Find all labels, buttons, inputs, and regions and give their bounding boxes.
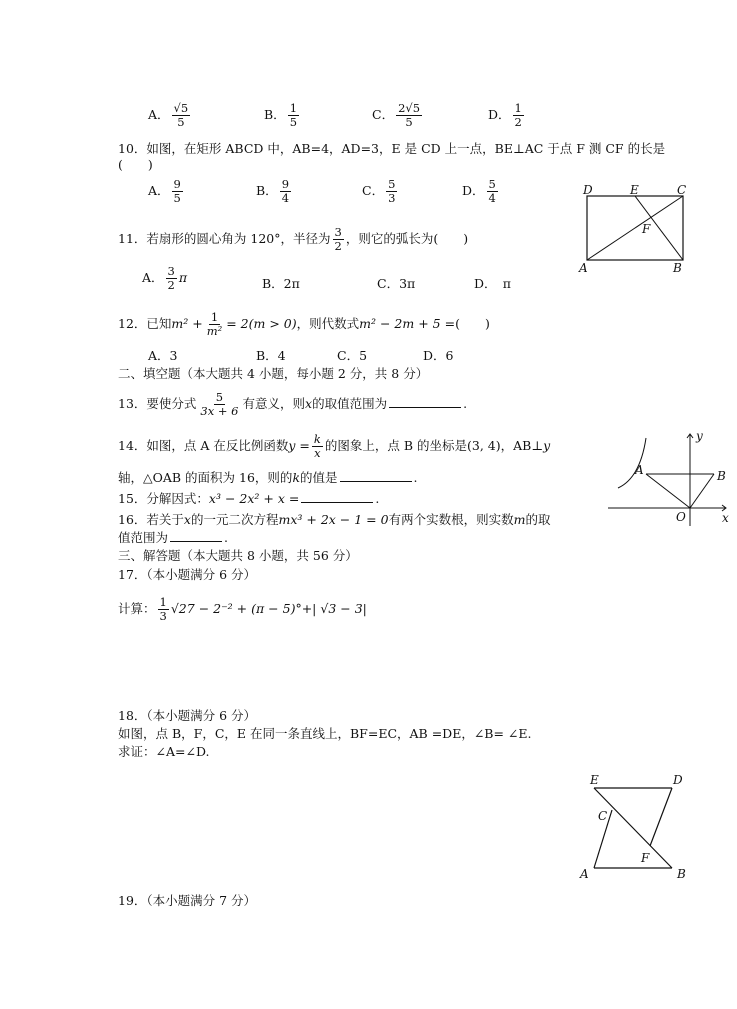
- q9-option-c: C． $\frac{2√5}{5}$: [372, 101, 421, 129]
- q10-option-a: A． $\frac{9}{5}$: [148, 177, 181, 205]
- q9-option-b: B． $\frac{1}{5}$: [264, 101, 298, 129]
- q12-option-b: B．4: [256, 348, 286, 363]
- q19-title: 19．（本小题满分 7 分）: [118, 893, 257, 908]
- q9-option-d: D． $\frac{1}{2}$: [488, 101, 522, 129]
- q10-option-c: C． $\frac{5}{3}$: [362, 177, 396, 205]
- q10-fig-label-a: A: [579, 261, 588, 275]
- q10-fig-label-f: F: [642, 222, 651, 236]
- q18-fig-label-a: A: [580, 867, 589, 881]
- q11-option-b: B．2π: [262, 276, 300, 291]
- q14-answer-blank[interactable]: [340, 470, 412, 482]
- q14-inverse-function-figure: [608, 428, 733, 528]
- q11-option-a: A． $\frac{3}{2}$ π: [142, 264, 188, 292]
- q18-fig-label-b: B: [677, 867, 686, 881]
- q10-rectangle-figure: [576, 180, 696, 280]
- q10-option-b: B． $\frac{9}{4}$: [256, 177, 290, 205]
- q18-line1: 如图，点 B，F，C，E 在同一条直线上，BF=EC，AB =DE，∠B= ∠E.: [118, 726, 532, 741]
- q11-option-c: C．3π: [377, 276, 416, 291]
- q9-option-a: A． $\frac{√5}{5}$: [148, 101, 189, 129]
- q18-fig-label-e: E: [590, 773, 599, 787]
- q13-stem: 13．要使分式 $\frac{5}{3x + 6}$ 有意义，则x的取值范围为 .: [118, 390, 468, 418]
- q16-line1: 16．若关于x的一元二次方程mx³ + 2x − 1 = 0有两个实数根，则实数m的取: [118, 512, 551, 527]
- q11-stem: 11．若扇形的圆心角为 120°，半径为 $\frac{3}{2}$ ，则它的弧长为( ): [118, 225, 469, 253]
- q12-option-c: C．5: [337, 348, 368, 363]
- q10-answer-paren: ( ): [118, 157, 153, 172]
- section-fill-in-heading: 二、填空题（本大题共 4 小题，每小题 2 分，共 8 分）: [118, 366, 429, 381]
- q18-title: 18．（本小题满分 6 分）: [118, 708, 257, 723]
- q18-fig-label-d: D: [673, 773, 683, 787]
- q16-line2: 值范围为 .: [118, 530, 228, 545]
- q17-title: 17．（本小题满分 6 分）: [118, 567, 257, 582]
- q14-fig-label-o: O: [676, 510, 686, 524]
- q14-line1: 14．如图，点 A 在反比例函数y = $\frac{k}{x}$ 的图象上，点 B 的坐标是(3, 4)，AB⊥y: [118, 432, 551, 460]
- q17-expression: 计算： $\frac{1}{3}$ √27 − 2⁻² + (π − 5)°+| √3 − 3|: [118, 595, 367, 623]
- q16-answer-blank[interactable]: [170, 530, 222, 542]
- q14-line2: 轴，△OAB 的面积为 16，则的k的值是 .: [118, 470, 418, 485]
- q12-option-a: A．3: [148, 348, 178, 363]
- q10-option-d: D． $\frac{5}{4}$: [462, 177, 496, 205]
- q10-fig-label-b: B: [673, 261, 682, 275]
- q11-option-d: D． π: [474, 276, 511, 291]
- q14-fig-label-y: y: [696, 429, 703, 443]
- q14-fig-label-x: x: [722, 511, 729, 525]
- q18-fig-label-c: C: [598, 809, 608, 823]
- q12-option-d: D．6: [423, 348, 454, 363]
- q15-answer-blank[interactable]: [301, 491, 373, 503]
- q18-triangles-figure: [580, 770, 695, 885]
- q14-fig-label-a: A: [635, 463, 644, 477]
- q10-stem: 10．如图，在矩形 ABCD 中，AB=4，AD=3，E 是 CD 上一点，BE⊥AC 于点 F 测 CF 的长是: [118, 141, 666, 156]
- section-solutions-heading: 三、解答题（本大题共 8 小题，共 56 分）: [118, 548, 358, 563]
- q10-fig-label-c: C: [677, 183, 687, 197]
- q10-fig-label-e: E: [630, 183, 639, 197]
- q14-fig-label-b: B: [717, 469, 726, 483]
- q18-line2: 求证：∠A=∠D.: [118, 744, 210, 759]
- q15-stem: 15．分解因式：x³ − 2x² + x = .: [118, 491, 380, 506]
- q12-stem: 12．已知m² + $\frac{1}{\text{m²}}$ = 2(m > 0)，则代数式m² − 2m + 5 =( ): [118, 310, 490, 338]
- q18-fig-label-f: F: [641, 851, 650, 865]
- q10-fig-label-d: D: [583, 183, 593, 197]
- q13-answer-blank[interactable]: [389, 396, 461, 408]
